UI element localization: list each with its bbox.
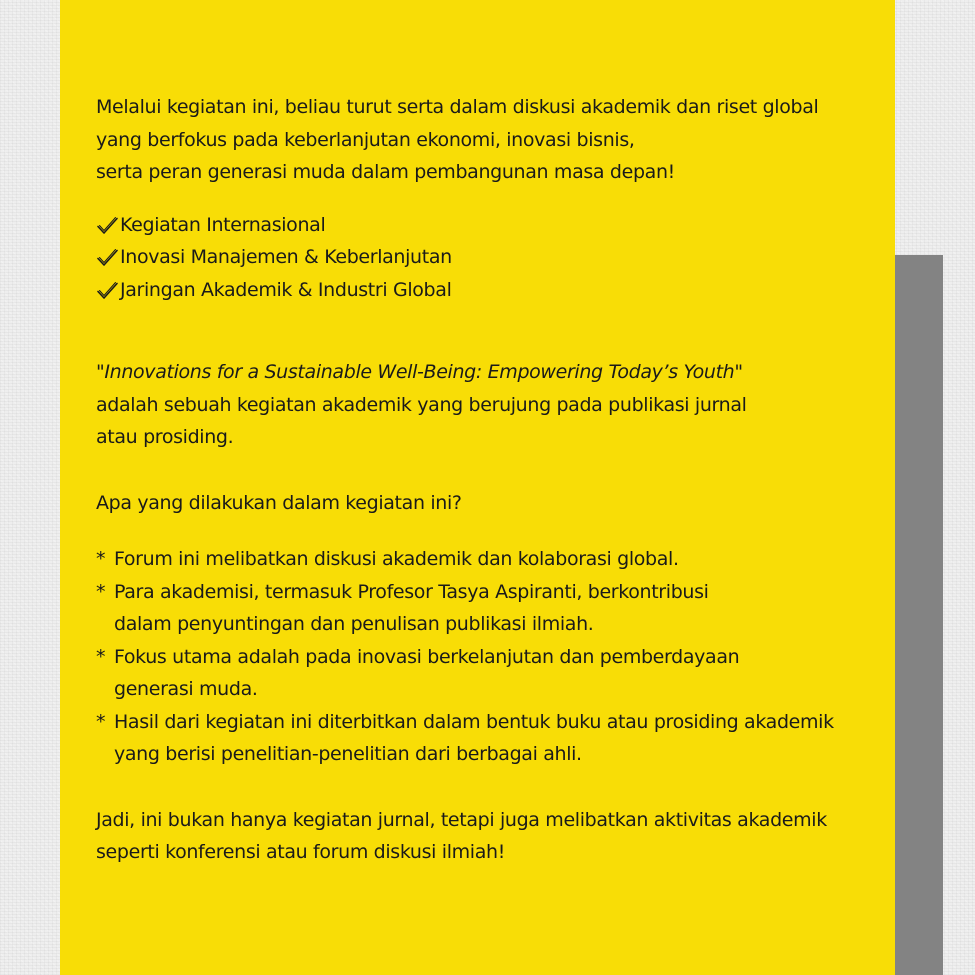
list-item-text: generasi muda. xyxy=(114,678,258,700)
quote-line: atau prosiding. xyxy=(96,426,234,448)
intro-line: yang berfokus pada keberlanjutan ekonomi, inovasi bisnis, xyxy=(96,128,635,151)
list-item-text: Fokus utama adalah pada inovasi berkelanjutan dan pemberdayaan xyxy=(114,645,740,668)
checklist-item-label: Kegiatan Internasional xyxy=(120,213,326,236)
conclusion-paragraph xyxy=(96,804,886,869)
checklist-item xyxy=(96,241,886,274)
quote-paragraph xyxy=(96,356,886,454)
asterisk-bullet-icon: * xyxy=(96,710,106,733)
checkmark-icon xyxy=(96,210,120,242)
checkmark-icon xyxy=(96,242,120,274)
bullet-list xyxy=(96,543,886,771)
list-item-text: dalam penyuntingan dan penulisan publikasi ilmiah. xyxy=(114,613,594,635)
checkmark-icon xyxy=(96,275,120,307)
gray-accent-bar xyxy=(895,255,943,975)
conclusion-line: Jadi, ini bukan hanya kegiatan jurnal, tetapi juga melibatkan aktivitas akademik xyxy=(96,808,827,831)
checklist-item xyxy=(96,209,886,242)
asterisk-bullet-icon: * xyxy=(96,548,106,570)
asterisk-bullet-icon: * xyxy=(96,645,106,668)
checklist-item-label: Inovasi Manajemen & Keberlanjutan xyxy=(120,246,452,268)
asterisk-bullet-icon: * xyxy=(96,580,106,603)
yellow-content-panel xyxy=(60,0,895,975)
question-heading: Apa yang dilakukan dalam kegiatan ini? xyxy=(96,491,462,514)
checklist-item xyxy=(96,274,886,307)
list-item xyxy=(96,706,886,771)
checklist-item-label: Jaringan Akademik & Industri Global xyxy=(120,278,452,301)
list-item-text: Hasil dari kegiatan ini diterbitkan dalam bentuk buku atau prosiding akademik xyxy=(114,710,834,733)
list-item-text: Forum ini melibatkan diskusi akademik dan kolaborasi global. xyxy=(114,548,679,570)
checklist xyxy=(96,209,886,307)
list-item-text: Para akademisi, termasuk Profesor Tasya Aspiranti, berkontribusi xyxy=(114,580,709,603)
list-item xyxy=(96,543,886,576)
post-content xyxy=(96,91,886,869)
conclusion-line: seperti konferensi atau forum diskusi ilmiah! xyxy=(96,841,505,863)
event-title: "Innovations for a Sustainable Well-Being: Empowering Today’s Youth" xyxy=(96,361,743,383)
list-item-text: yang berisi penelitian-penelitian dari berbagai ahli. xyxy=(114,743,582,765)
quote-line: adalah sebuah kegiatan akademik yang berujung pada publikasi jurnal xyxy=(96,393,747,416)
intro-line: Melalui kegiatan ini, beliau turut serta dalam diskusi akademik dan riset global xyxy=(96,96,819,118)
list-item xyxy=(96,576,886,641)
list-item xyxy=(96,641,886,706)
intro-line: serta peran generasi muda dalam pembangunan masa depan! xyxy=(96,161,675,183)
intro-paragraph xyxy=(96,91,886,189)
